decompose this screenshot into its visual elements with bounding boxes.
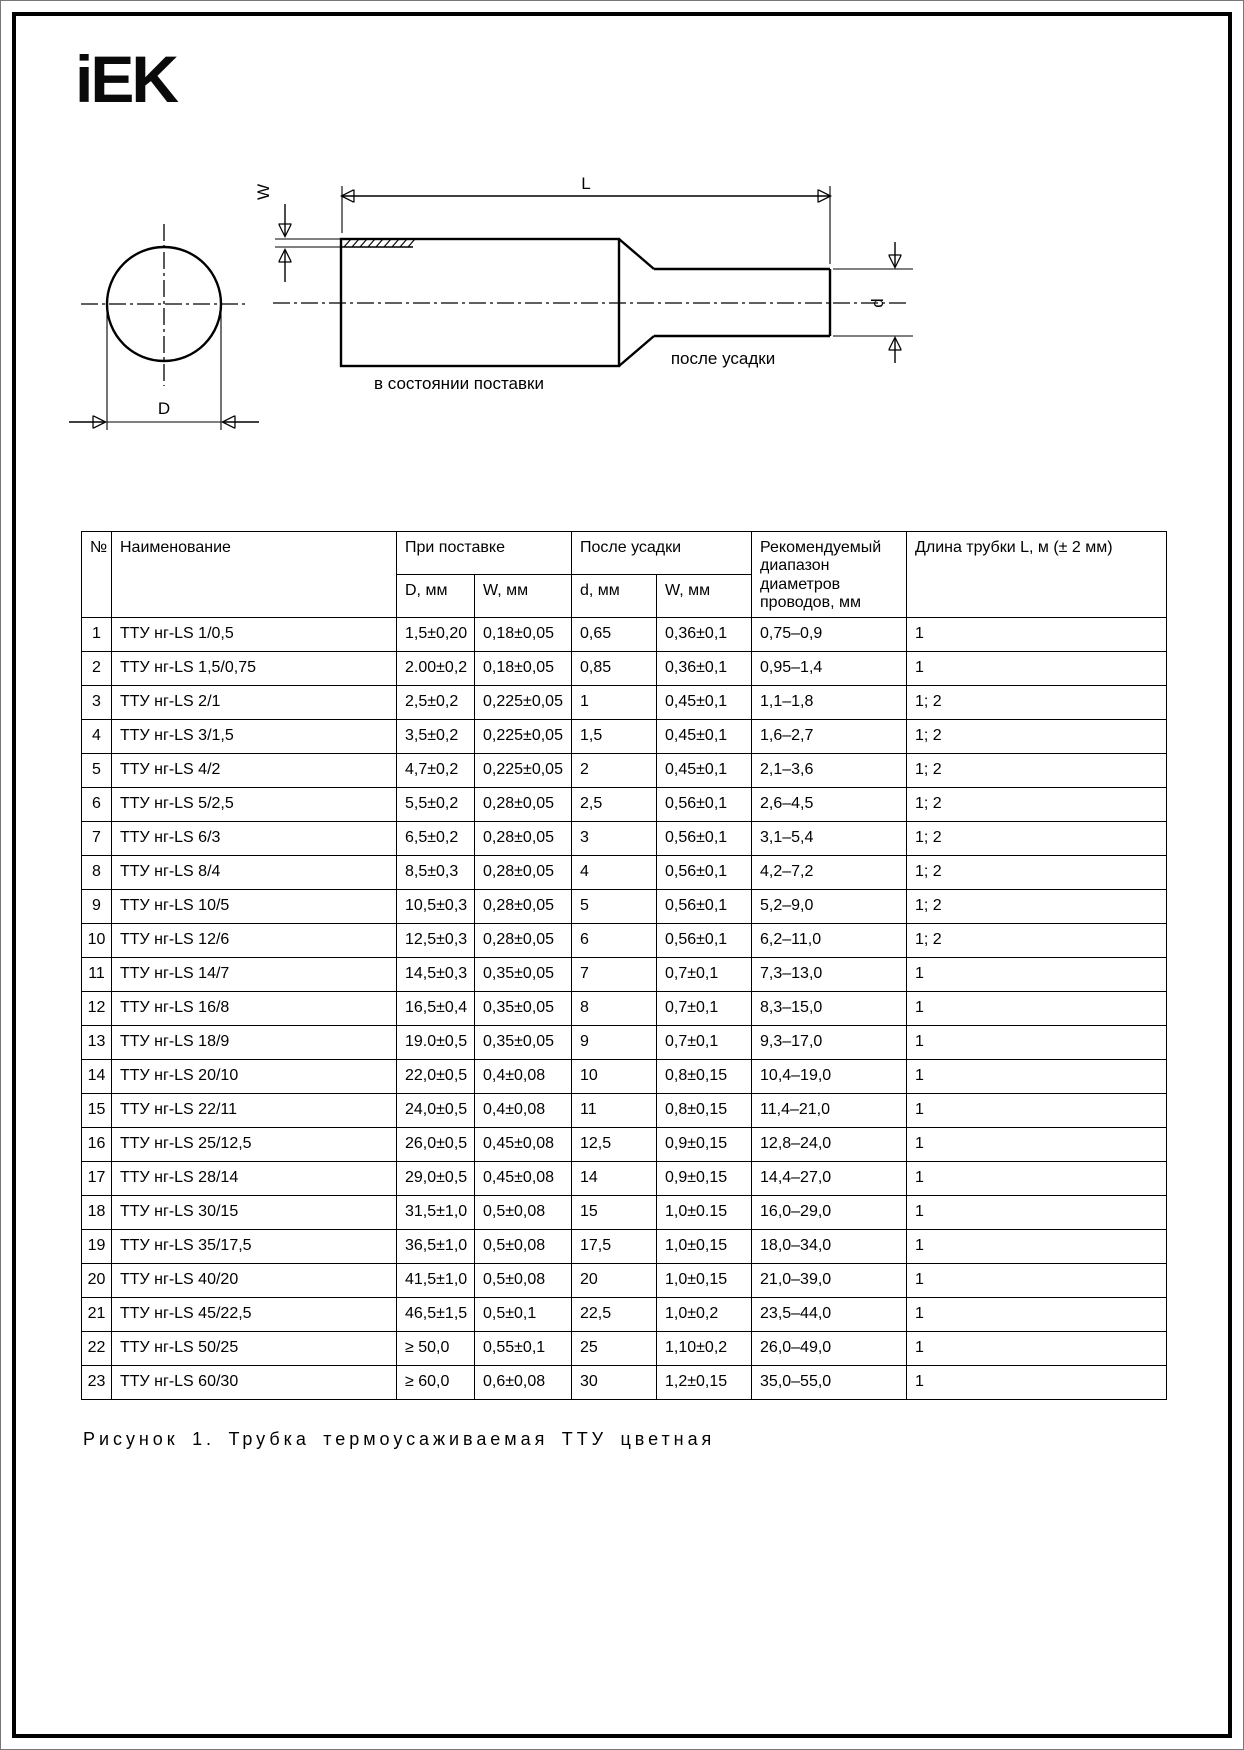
table-cell: 0,45±0,08 (475, 1161, 572, 1195)
table-cell: 41,5±1,0 (397, 1263, 475, 1297)
table-cell: 21,0–39,0 (752, 1263, 907, 1297)
table-cell: 0,45±0,08 (475, 1127, 572, 1161)
table-cell: 2,5±0,2 (397, 685, 475, 719)
row-number-cell: 6 (82, 787, 112, 821)
table-cell: 1,10±0,2 (657, 1331, 752, 1365)
row-number-cell: 13 (82, 1025, 112, 1059)
table-row (82, 821, 1167, 855)
col-header-supply-group: При поставке (397, 532, 572, 575)
dim-label-L: L (581, 174, 591, 193)
col-header-length: Длина трубки L, м (± 2 мм) (907, 532, 1167, 618)
row-number-cell: 7 (82, 821, 112, 855)
table-cell: 0,6±0,08 (475, 1365, 572, 1399)
table-cell: 1 (907, 991, 1167, 1025)
table-cell: 22,0±0,5 (397, 1059, 475, 1093)
table-cell: 6,5±0,2 (397, 821, 475, 855)
table-row (82, 651, 1167, 685)
table-cell: 11,4–21,0 (752, 1093, 907, 1127)
row-number-cell: 5 (82, 753, 112, 787)
table-cell: 8,5±0,3 (397, 855, 475, 889)
figure-caption: Рисунок 1. Трубка термоусаживаемая ТТУ цветная (83, 1429, 716, 1449)
table-cell: 11 (572, 1093, 657, 1127)
table-cell: 0,95–1,4 (752, 651, 907, 685)
table-cell: 0,7±0,1 (657, 957, 752, 991)
table-cell: 46,5±1,5 (397, 1297, 475, 1331)
table-cell: 1 (907, 1331, 1167, 1365)
table-cell: 12,5 (572, 1127, 657, 1161)
table-cell: 26,0±0,5 (397, 1127, 475, 1161)
table-row (82, 855, 1167, 889)
col-header-range: Рекомендуемый диапазон диаметров проводов, мм (752, 532, 907, 618)
table-cell: 14,5±0,3 (397, 957, 475, 991)
row-number-cell: 17 (82, 1161, 112, 1195)
table-cell: 4,2–7,2 (752, 855, 907, 889)
dim-label-D: D (157, 399, 171, 418)
table-cell: 1; 2 (907, 923, 1167, 957)
dim-label-W: W (254, 183, 273, 201)
table-cell: 0,18±0,05 (475, 617, 572, 651)
table-cell: 16,0–29,0 (752, 1195, 907, 1229)
table-cell: 0,75–0,9 (752, 617, 907, 651)
row-number-cell: 8 (82, 855, 112, 889)
table-cell: ТТУ нг-LS 45/22,5 (112, 1297, 397, 1331)
row-number-cell: 2 (82, 651, 112, 685)
table-cell: ТТУ нг-LS 2/1 (112, 685, 397, 719)
table-cell: 0,35±0,05 (475, 991, 572, 1025)
col-header-shrink-d: d, мм (572, 574, 657, 617)
table-cell: 1 (572, 685, 657, 719)
table-cell: 6 (572, 923, 657, 957)
table-row (82, 617, 1167, 651)
table-cell: 1,0±0,15 (657, 1263, 752, 1297)
specifications-table (81, 531, 1167, 1400)
row-number-cell: 15 (82, 1093, 112, 1127)
table-cell: 12,5±0,3 (397, 923, 475, 957)
row-number-cell: 4 (82, 719, 112, 753)
table-cell: ТТУ нг-LS 3/1,5 (112, 719, 397, 753)
table-cell: ТТУ нг-LS 20/10 (112, 1059, 397, 1093)
table-cell: 1,0±0,15 (657, 1229, 752, 1263)
table-cell: 0,35±0,05 (475, 1025, 572, 1059)
table-cell: 0,65 (572, 617, 657, 651)
table-cell: 5,5±0,2 (397, 787, 475, 821)
table-cell: 1; 2 (907, 719, 1167, 753)
side-view (254, 174, 913, 393)
table-cell: ТТУ нг-LS 18/9 (112, 1025, 397, 1059)
table-cell: 0,7±0,1 (657, 1025, 752, 1059)
table-cell: 0,45±0,1 (657, 719, 752, 753)
table-cell: 1; 2 (907, 787, 1167, 821)
table-cell: ТТУ нг-LS 12/6 (112, 923, 397, 957)
table-cell: ТТУ нг-LS 60/30 (112, 1365, 397, 1399)
table-cell: ТТУ нг-LS 10/5 (112, 889, 397, 923)
table-row (82, 719, 1167, 753)
table-cell: ТТУ нг-LS 28/14 (112, 1161, 397, 1195)
table-cell: 1 (907, 1059, 1167, 1093)
table-row (82, 957, 1167, 991)
table-cell: 1,0±0.15 (657, 1195, 752, 1229)
row-number-cell: 18 (82, 1195, 112, 1229)
row-number-cell: 21 (82, 1297, 112, 1331)
table-cell: 1 (907, 1025, 1167, 1059)
table-cell: 16,5±0,4 (397, 991, 475, 1025)
dimension-diagram (61, 146, 941, 476)
table-cell: 0,5±0,1 (475, 1297, 572, 1331)
table-row (82, 1127, 1167, 1161)
table-row (82, 685, 1167, 719)
table-cell: ТТУ нг-LS 8/4 (112, 855, 397, 889)
table-cell: 0,4±0,08 (475, 1093, 572, 1127)
table-cell: 25 (572, 1331, 657, 1365)
table-cell: 0,56±0,1 (657, 889, 752, 923)
table-cell: 4 (572, 855, 657, 889)
table-cell: ТТУ нг-LS 5/2,5 (112, 787, 397, 821)
table-cell: 5,2–9,0 (752, 889, 907, 923)
table-cell: 0,7±0,1 (657, 991, 752, 1025)
table-cell: 5 (572, 889, 657, 923)
table-row (82, 1365, 1167, 1399)
iek-logo: iEK (75, 42, 177, 116)
table-cell: 0,85 (572, 651, 657, 685)
table-cell: ≥ 60,0 (397, 1365, 475, 1399)
table-cell: ТТУ нг-LS 14/7 (112, 957, 397, 991)
table-cell: ТТУ нг-LS 50/25 (112, 1331, 397, 1365)
table-cell: 1,0±0,2 (657, 1297, 752, 1331)
table-cell: 0,5±0,08 (475, 1229, 572, 1263)
row-number-cell: 12 (82, 991, 112, 1025)
row-number-cell: 14 (82, 1059, 112, 1093)
table-cell: 0,36±0,1 (657, 651, 752, 685)
table-cell: 30 (572, 1365, 657, 1399)
table-row (82, 1161, 1167, 1195)
table-cell: ТТУ нг-LS 4/2 (112, 753, 397, 787)
table-cell: 7,3–13,0 (752, 957, 907, 991)
col-header-supply-d: D, мм (397, 574, 475, 617)
table-cell: 10 (572, 1059, 657, 1093)
table-cell: 0,56±0,1 (657, 821, 752, 855)
table-cell: 0,9±0,15 (657, 1127, 752, 1161)
table-row (82, 923, 1167, 957)
table-row (82, 1195, 1167, 1229)
table-cell: 35,0–55,0 (752, 1365, 907, 1399)
table-row (82, 1229, 1167, 1263)
table-cell: 2,1–3,6 (752, 753, 907, 787)
table-cell: 1; 2 (907, 855, 1167, 889)
table-cell: 1; 2 (907, 821, 1167, 855)
table-row (82, 991, 1167, 1025)
table-cell: ТТУ нг-LS 30/15 (112, 1195, 397, 1229)
table-cell: 1,2±0,15 (657, 1365, 752, 1399)
table-cell: 0,225±0,05 (475, 719, 572, 753)
table-row (82, 1331, 1167, 1365)
table-cell: 0,45±0,1 (657, 685, 752, 719)
table-row (82, 1093, 1167, 1127)
table-cell: 8 (572, 991, 657, 1025)
table-cell: 1 (907, 617, 1167, 651)
table-cell: 0,55±0,1 (475, 1331, 572, 1365)
table-row (82, 787, 1167, 821)
table-cell: 0,18±0,05 (475, 651, 572, 685)
table-cell: 1 (907, 1365, 1167, 1399)
table-cell: 23,5–44,0 (752, 1297, 907, 1331)
table-cell: 2,6–4,5 (752, 787, 907, 821)
table-cell: 4,7±0,2 (397, 753, 475, 787)
table-cell: 24,0±0,5 (397, 1093, 475, 1127)
table-cell: 36,5±1,0 (397, 1229, 475, 1263)
table-cell: 8,3–15,0 (752, 991, 907, 1025)
table-row (82, 1059, 1167, 1093)
table-cell: 2.00±0,2 (397, 651, 475, 685)
table-cell: 2 (572, 753, 657, 787)
table-cell: ТТУ нг-LS 6/3 (112, 821, 397, 855)
row-number-cell: 19 (82, 1229, 112, 1263)
col-header-name: Наименование (112, 532, 397, 618)
table-cell: 0,5±0,08 (475, 1263, 572, 1297)
col-header-shrink-group: После усадки (572, 532, 752, 575)
table-cell: 1; 2 (907, 685, 1167, 719)
table-cell: 2,5 (572, 787, 657, 821)
row-number-cell: 11 (82, 957, 112, 991)
table-cell: 0,36±0,1 (657, 617, 752, 651)
table-cell: 0,8±0,15 (657, 1059, 752, 1093)
table-cell: 0,28±0,05 (475, 855, 572, 889)
table-cell: 0,28±0,05 (475, 787, 572, 821)
row-number-cell: 1 (82, 617, 112, 651)
table-row (82, 753, 1167, 787)
table-cell: 22,5 (572, 1297, 657, 1331)
row-number-cell: 20 (82, 1263, 112, 1297)
table-cell: 1 (907, 1229, 1167, 1263)
table-cell: 0,56±0,1 (657, 923, 752, 957)
table-cell: 0,225±0,05 (475, 753, 572, 787)
table-cell: 1,5 (572, 719, 657, 753)
table-cell: 0,28±0,05 (475, 821, 572, 855)
table-cell: 0,5±0,08 (475, 1195, 572, 1229)
table-cell: 18,0–34,0 (752, 1229, 907, 1263)
table-cell: 0,225±0,05 (475, 685, 572, 719)
table-cell: ТТУ нг-LS 35/17,5 (112, 1229, 397, 1263)
table-cell: 1,1–1,8 (752, 685, 907, 719)
table-cell: 1; 2 (907, 753, 1167, 787)
table-cell: 0,28±0,05 (475, 889, 572, 923)
table-cell: ТТУ нг-LS 1/0,5 (112, 617, 397, 651)
table-cell: 12,8–24,0 (752, 1127, 907, 1161)
table-cell: 0,28±0,05 (475, 923, 572, 957)
table-row (82, 1263, 1167, 1297)
table-cell: 15 (572, 1195, 657, 1229)
table-header (82, 532, 1167, 618)
dim-label-d: d (868, 298, 887, 308)
table-cell: 9 (572, 1025, 657, 1059)
table-cell: 0,9±0,15 (657, 1161, 752, 1195)
table-cell: 29,0±0,5 (397, 1161, 475, 1195)
col-header-shrink-w: W, мм (657, 574, 752, 617)
row-number-cell: 10 (82, 923, 112, 957)
table-cell: 31,5±1,0 (397, 1195, 475, 1229)
table-cell: ТТУ нг-LS 25/12,5 (112, 1127, 397, 1161)
table-cell: 26,0–49,0 (752, 1331, 907, 1365)
table-cell: 1 (907, 1093, 1167, 1127)
table-cell: 3,1–5,4 (752, 821, 907, 855)
table-cell: 0,56±0,1 (657, 787, 752, 821)
table-cell: ТТУ нг-LS 22/11 (112, 1093, 397, 1127)
table-cell: 1,6–2,7 (752, 719, 907, 753)
table-cell: 0,8±0,15 (657, 1093, 752, 1127)
table-cell: 1 (907, 1161, 1167, 1195)
table-cell: 1 (907, 651, 1167, 685)
table-cell: ТТУ нг-LS 40/20 (112, 1263, 397, 1297)
table-cell: 7 (572, 957, 657, 991)
table-cell: ТТУ нг-LS 16/8 (112, 991, 397, 1025)
col-header-num: № (82, 532, 112, 618)
table-cell: 0,4±0,08 (475, 1059, 572, 1093)
table-cell: 20 (572, 1263, 657, 1297)
row-number-cell: 3 (82, 685, 112, 719)
table-cell: 1 (907, 1263, 1167, 1297)
row-number-cell: 9 (82, 889, 112, 923)
table-cell: 0,35±0,05 (475, 957, 572, 991)
table-cell: 3,5±0,2 (397, 719, 475, 753)
table-cell: 14 (572, 1161, 657, 1195)
table-cell: 1 (907, 1127, 1167, 1161)
label-as-supplied: в состоянии поставки (374, 374, 544, 393)
table-row (82, 1025, 1167, 1059)
table-cell: 17,5 (572, 1229, 657, 1263)
row-number-cell: 22 (82, 1331, 112, 1365)
table-body (82, 617, 1167, 1399)
table-cell: 1 (907, 957, 1167, 991)
table-row (82, 889, 1167, 923)
col-header-supply-w: W, мм (475, 574, 572, 617)
table-cell: ≥ 50,0 (397, 1331, 475, 1365)
table-cell: 3 (572, 821, 657, 855)
table-cell: 1 (907, 1195, 1167, 1229)
table-cell: 6,2–11,0 (752, 923, 907, 957)
table-cell: 19.0±0,5 (397, 1025, 475, 1059)
row-number-cell: 23 (82, 1365, 112, 1399)
table-cell: 0,45±0,1 (657, 753, 752, 787)
table-cell: ТТУ нг-LS 1,5/0,75 (112, 651, 397, 685)
table-cell: 10,5±0,3 (397, 889, 475, 923)
front-view (69, 224, 259, 430)
table-cell: 1,5±0,20 (397, 617, 475, 651)
label-after-shrink: после усадки (670, 349, 776, 368)
table-row (82, 1297, 1167, 1331)
table-cell: 0,56±0,1 (657, 855, 752, 889)
row-number-cell: 16 (82, 1127, 112, 1161)
table-cell: 14,4–27,0 (752, 1161, 907, 1195)
table-cell: 10,4–19,0 (752, 1059, 907, 1093)
table-cell: 9,3–17,0 (752, 1025, 907, 1059)
table-cell: 1 (907, 1297, 1167, 1331)
table-cell: 1; 2 (907, 889, 1167, 923)
